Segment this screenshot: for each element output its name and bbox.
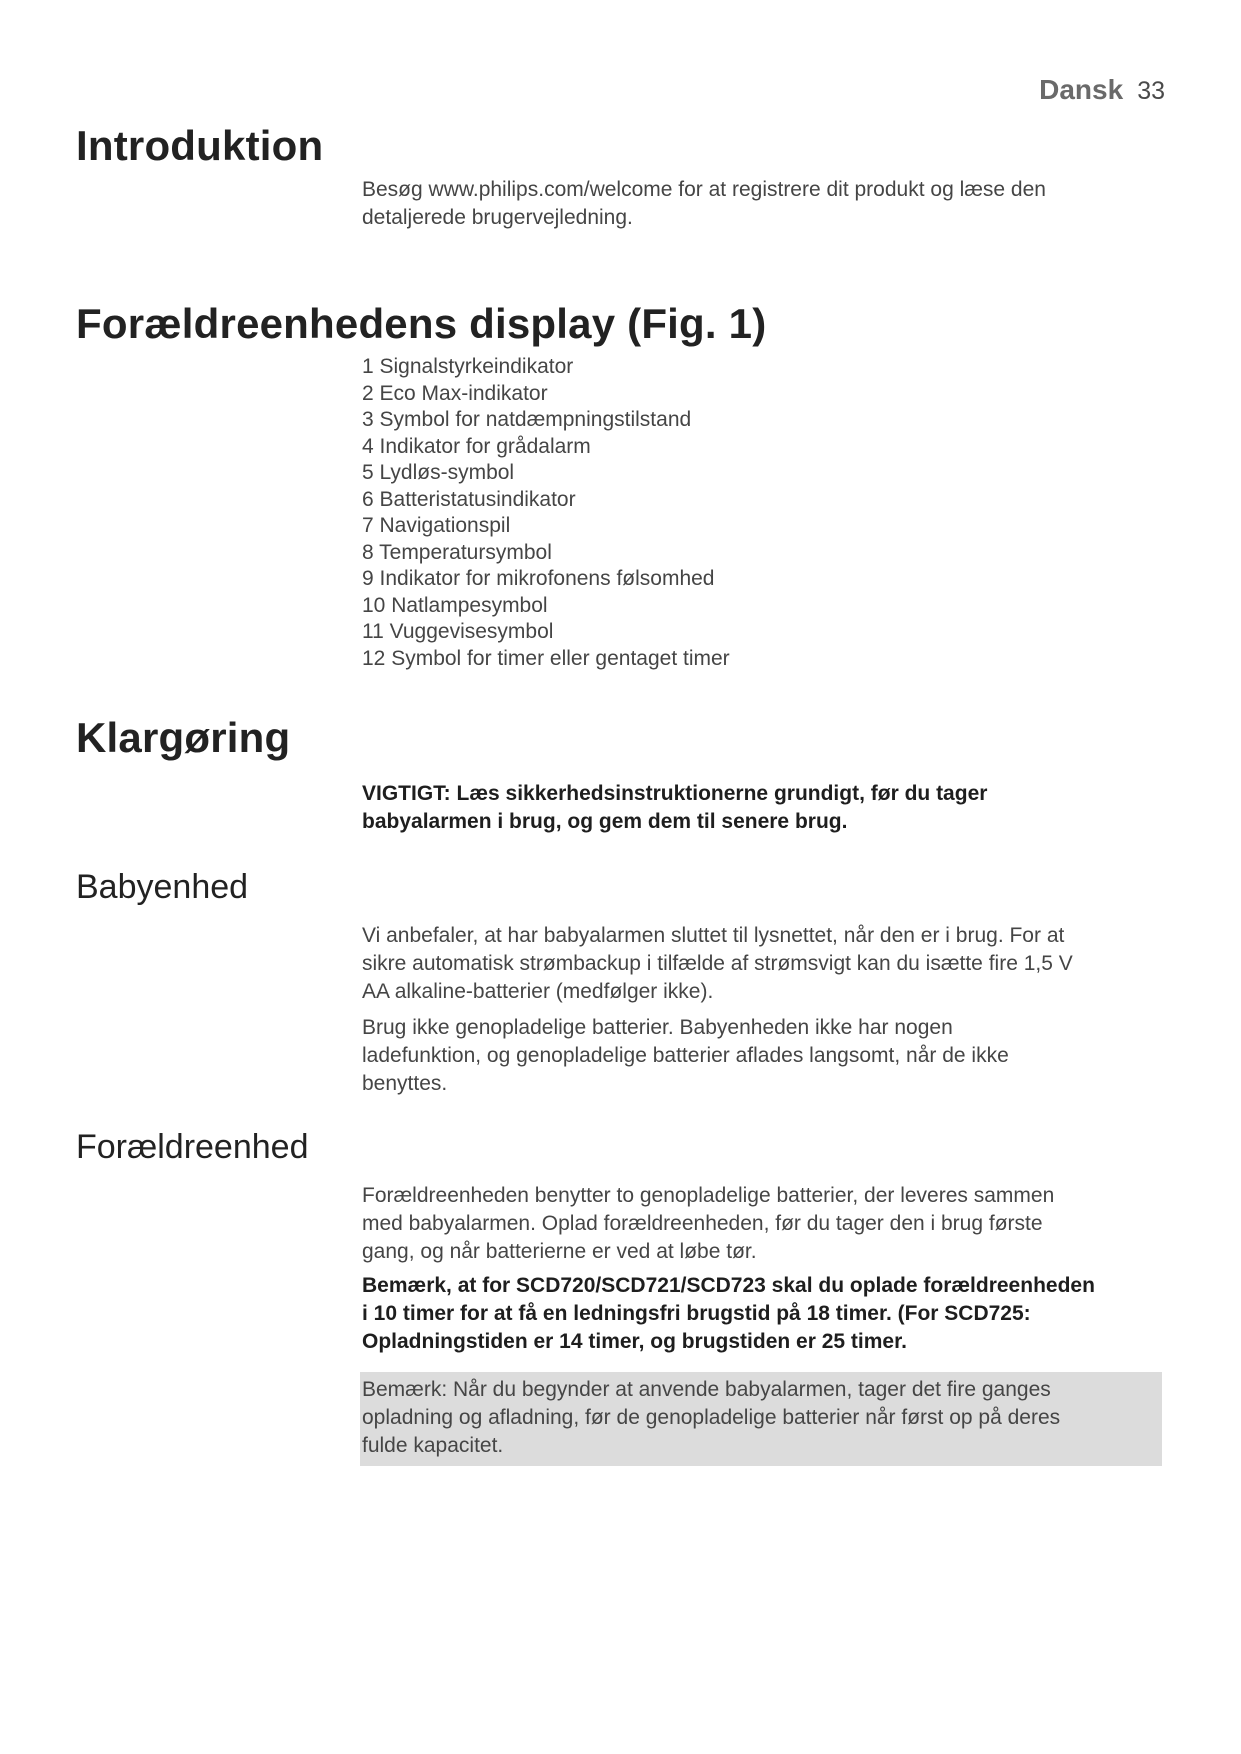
baby-unit-text [362,922,1162,1098]
subsection-title-foraeldreenhed: Forældreenhed [76,1128,309,1166]
charging-note-line-1: Bemærk, at for SCD720/SCD721/SCD723 skal du oplade forældreenheden [362,1274,1095,1297]
capacity-note-line-2: opladning og afladning, før de genopladelige batterier når først op på deres [362,1406,1061,1429]
display-legend-list [362,354,1162,672]
page-number: 33 [1137,77,1165,105]
important-notice [362,780,1162,836]
capacity-note-line-1: Bemærk: Når du begynder at anvende babyalarmen, tager det fire ganges [362,1378,1051,1401]
charging-note-bold [362,1272,1162,1356]
legend-item: 3 Symbol for natdæmpningstilstand [362,408,692,431]
section-title-introduktion: Introduktion [76,122,324,169]
parent-unit-text [362,1182,1162,1466]
display-legend [362,354,1162,672]
legend-item: 9 Indikator for mikrofonens følsomhed [362,567,715,590]
legend-item: 2 Eco Max-indikator [362,381,548,405]
baby-unit-p2-line-1: Brug ikke genopladelige batterier. Babyenheden ikke har nogen [362,1016,953,1039]
section-title-klargoring: Klargøring [76,714,291,761]
page-header [1039,74,1165,106]
capacity-note-box [360,1372,1162,1466]
intro-line-1: Besøg www.philips.com/welcome for at registrere dit produkt og læse den [362,178,1046,201]
legend-item: 6 Batteristatusindikator [362,487,576,511]
legend-item: 11 Vuggevisesymbol [362,620,554,643]
subsection-title-babyenhed: Babyenhed [76,868,249,906]
legend-item: 10 Natlampesymbol [362,593,548,617]
baby-unit-p2-line-3: benyttes. [362,1072,448,1095]
legend-item: 7 Navigationspil [362,514,511,537]
charging-note-line-3: Opladningstiden er 14 timer, og brugstiden er 25 timer. [362,1330,907,1353]
intro-text [362,176,1162,232]
parent-unit-p1-line-2: med babyalarmen. Oplad forældreenheden, før du tager den i brug første [362,1212,1043,1235]
baby-unit-p2-line-2: ladefunktion, og genopladelige batterier aflades langsomt, når de ikke [362,1044,1009,1067]
important-line-2: babyalarmen i brug, og gem dem til senere brug. [362,810,848,833]
legend-item: 8 Temperatursymbol [362,540,552,564]
section-title-display: Forældreenhedens display (Fig. 1) [76,300,767,347]
charging-note-line-2: i 10 timer for at få en ledningsfri brugstid på 18 timer. (For SCD725: [362,1302,1031,1325]
baby-unit-p1-line-3: AA alkaline-batterier (medfølger ikke). [362,980,714,1003]
legend-item: 1 Signalstyrkeindikator [362,355,574,378]
baby-unit-p1-line-2: sikre automatisk strømbackup i tilfælde af strømsvigt kan du isætte fire 1,5 V [362,952,1073,975]
important-line-1: VIGTIGT: Læs sikkerhedsinstruktionerne grundigt, før du tager [362,782,988,805]
legend-item: 12 Symbol for timer eller gentaget timer [362,646,730,670]
language-label: Dansk [1039,74,1124,105]
legend-item: 4 Indikator for grådalarm [362,434,591,458]
capacity-note-line-3: fulde kapacitet. [362,1434,504,1457]
legend-item: 5 Lydløs-symbol [362,461,515,484]
baby-unit-p1-line-1: Vi anbefaler, at har babyalarmen sluttet til lysnettet, når den er i brug. For at [362,924,1065,947]
intro-line-2: detaljerede brugervejledning. [362,206,633,229]
parent-unit-p1-line-3: gang, og når batterierne er ved at løbe tør. [362,1240,757,1263]
parent-unit-p1-line-1: Forældreenheden benytter to genopladelige batterier, der leveres sammen [362,1184,1055,1207]
